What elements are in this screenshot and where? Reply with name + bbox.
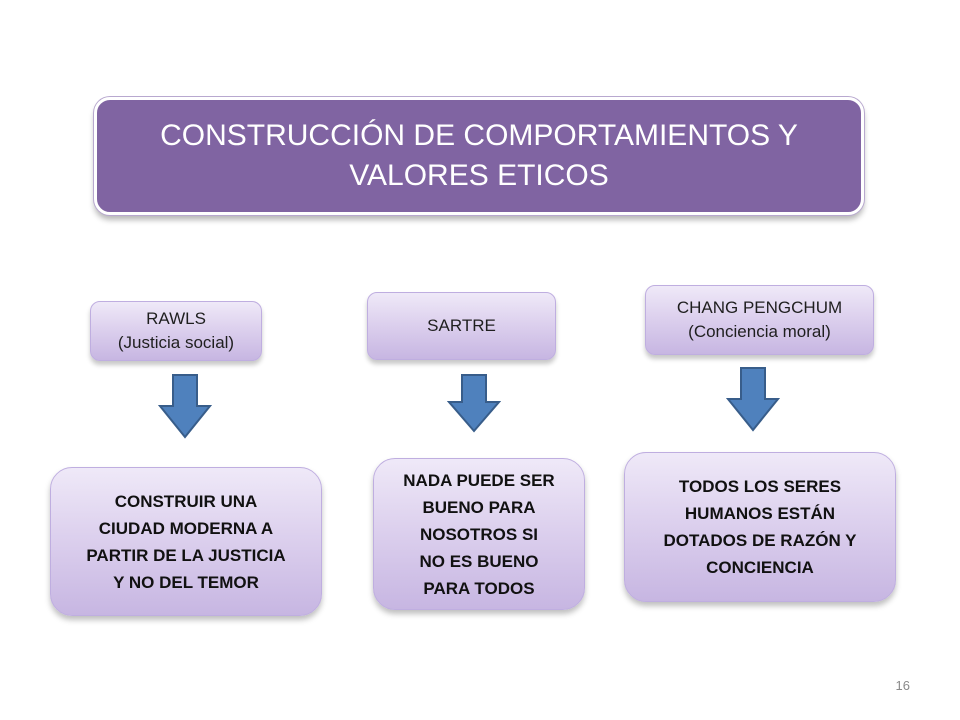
down-arrow-icon-sartre (447, 373, 501, 433)
page-number: 16 (895, 678, 910, 693)
sartre-idea-box: NADA PUEDE SER BUENO PARA NOSOTROS SI NO ES BUENO PARA TODOS (373, 458, 585, 610)
chang-idea-box: TODOS LOS SERES HUMANOS ESTÁN DOTADOS DE RAZÓN Y CONCIENCIA (624, 452, 896, 602)
rawls-box: RAWLS (Justicia social) (90, 301, 262, 361)
down-arrow-icon-chang (726, 366, 780, 432)
rawls-idea-box: CONSTRUIR UNA CIUDAD MODERNA A PARTIR DE LA JUSTICIA Y NO DEL TEMOR (50, 467, 322, 616)
sartre-box: SARTRE (367, 292, 556, 360)
chang-pengchum-box: CHANG PENGCHUM (Conciencia moral) (645, 285, 874, 355)
down-arrow-icon-rawls (158, 373, 212, 439)
title-box: CONSTRUCCIÓN DE COMPORTAMIENTOS Y VALORES ETICOS (94, 97, 864, 215)
